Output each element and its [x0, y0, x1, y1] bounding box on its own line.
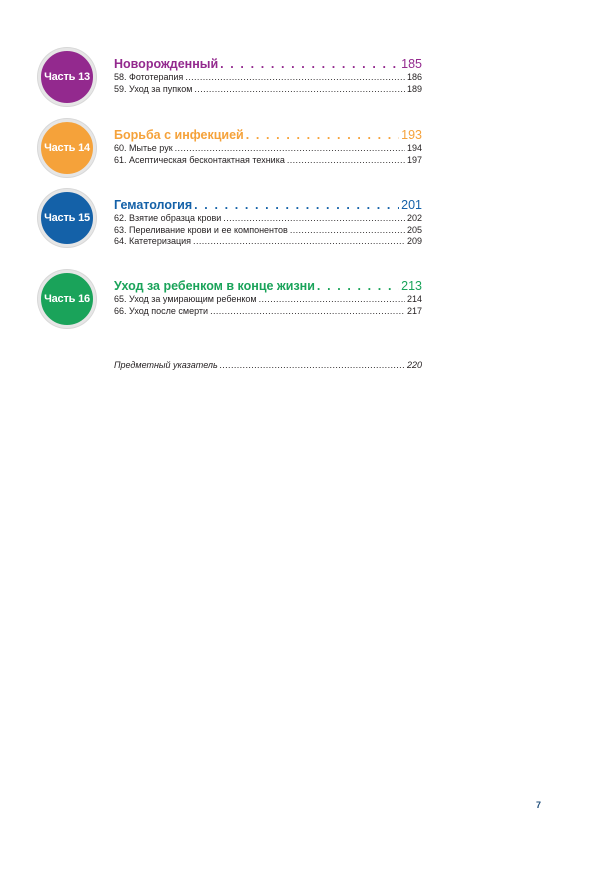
part-badge: Часть 13 [38, 48, 96, 106]
chapter-entry[interactable] [114, 225, 422, 237]
chapter-page: 217 [406, 305, 422, 316]
part-heading[interactable] [114, 56, 422, 72]
chapter-entry[interactable] [114, 236, 422, 248]
part-heading[interactable] [114, 127, 422, 143]
chapter-page: 197 [406, 154, 422, 165]
chapter-entry[interactable] [114, 213, 422, 225]
index-label: Предметный указатель [114, 360, 218, 370]
chapter-page: 186 [406, 72, 422, 82]
page-number: 7 [536, 800, 542, 810]
chapter-label: 65. Уход за умирающим ребенком [114, 294, 257, 304]
dot-leader [287, 155, 405, 167]
part-heading[interactable] [114, 197, 422, 213]
part-page: 185 [401, 57, 422, 71]
dot-leader [290, 225, 405, 237]
chapter-label: 59. Уход за пупком [114, 83, 193, 94]
part-badge: Часть 15 [38, 189, 96, 247]
dot-leader [194, 197, 399, 213]
chapter-page: 214 [406, 294, 422, 304]
subject-index [114, 360, 422, 372]
dot-leader [317, 278, 399, 294]
part-content [114, 127, 422, 166]
chapter-entry[interactable] [114, 294, 422, 306]
index-page: 220 [406, 360, 422, 370]
chapter-label: 61. Асептическая бесконтактная техника [114, 154, 285, 165]
dot-leader [220, 56, 399, 72]
chapter-label: 60. Мытье рук [114, 143, 173, 153]
dot-leader [223, 213, 405, 225]
chapter-entry[interactable] [114, 143, 422, 155]
part-title: Уход за ребенком в конце жизни [114, 279, 315, 293]
part-content [114, 56, 422, 95]
chapter-entry[interactable] [114, 84, 422, 96]
chapter-page: 209 [406, 236, 422, 246]
part-content [114, 197, 422, 248]
dot-leader [259, 294, 405, 306]
part-badge: Часть 16 [38, 270, 96, 328]
chapter-label: 64. Катетеризация [114, 236, 192, 246]
chapter-page: 205 [406, 224, 422, 235]
dot-leader [194, 84, 405, 96]
chapter-entry[interactable] [114, 72, 422, 84]
chapter-entry[interactable] [114, 306, 422, 318]
dot-leader [193, 236, 405, 248]
part-title: Новорожденный [114, 57, 219, 71]
part-page: 201 [401, 198, 422, 212]
chapter-label: 63. Переливание крови и ее компонентов [114, 224, 288, 235]
dot-leader [220, 360, 405, 372]
part-content [114, 278, 422, 317]
chapter-page: 202 [406, 213, 422, 223]
part-title: Борьба с инфекцией [114, 128, 244, 142]
part-heading[interactable] [114, 278, 422, 294]
dot-leader [210, 306, 405, 318]
chapter-entry[interactable] [114, 155, 422, 167]
part-title: Гематология [114, 198, 193, 212]
dot-leader [185, 72, 405, 84]
part-page: 213 [401, 279, 422, 293]
chapter-page: 194 [406, 143, 422, 153]
dot-leader [246, 127, 399, 143]
chapter-page: 189 [406, 83, 422, 94]
part-page: 193 [401, 128, 422, 142]
part-badge: Часть 14 [38, 119, 96, 177]
index-entry[interactable] [114, 360, 422, 372]
dot-leader [175, 143, 405, 155]
chapter-label: 66. Уход после смерти [114, 305, 209, 316]
chapter-label: 58. Фототерапия [114, 72, 184, 82]
chapter-label: 62. Взятие образца крови [114, 213, 222, 223]
